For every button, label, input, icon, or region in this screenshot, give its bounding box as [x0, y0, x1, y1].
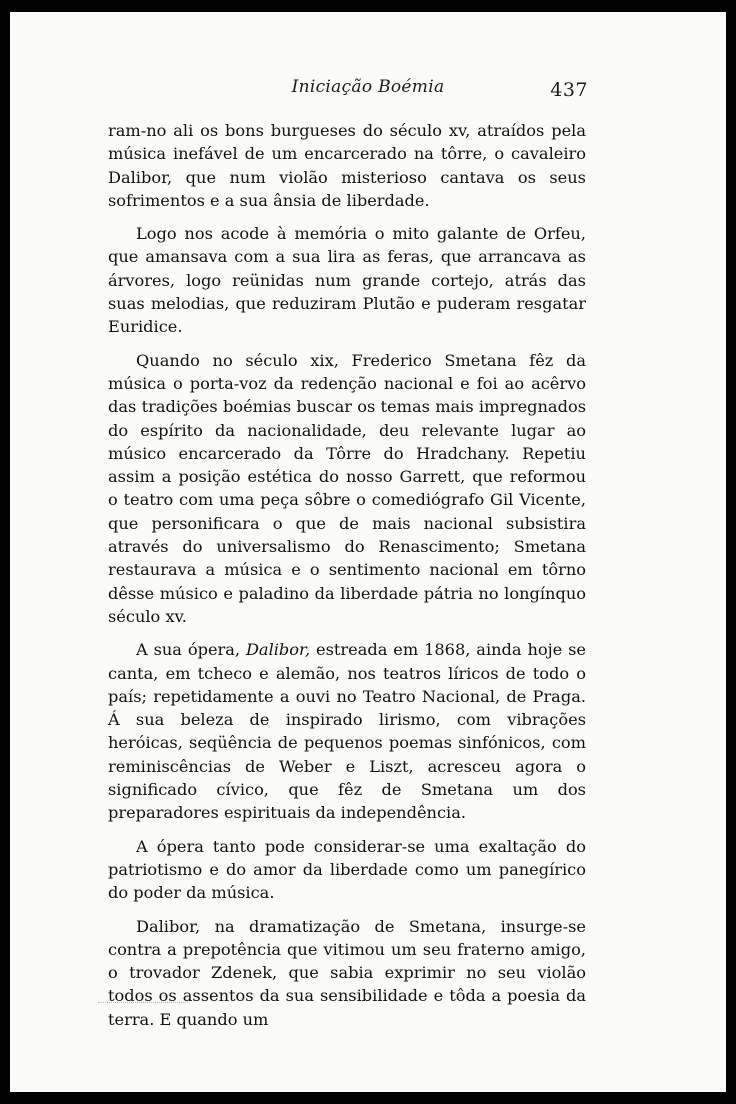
page-number: 437	[550, 79, 588, 101]
running-title: Iniciação Boémia	[291, 77, 445, 97]
opera-title: Dalibor,	[245, 640, 311, 660]
scan-artifact	[98, 1002, 188, 1005]
paragraph-6: Dalibor, na dramatização de Smetana, insurge-se contra a prepotência que vitimou um seu fraterno amigo, o trovador Zdenek, que sabia exprimir no seu violão todos os assentos da sua sensibilidade e tôda a poesia da terra. E quando um	[108, 916, 586, 1029]
book-page	[10, 12, 726, 1092]
paragraph-5: A ópera tanto pode considerar-se uma exaltação do patriotismo e do amor da liberdade como um panegírico do poder da música.	[108, 836, 586, 903]
running-head	[10, 77, 726, 105]
paragraph-4-start: A sua ópera,	[136, 640, 246, 660]
paragraph-4	[108, 638, 586, 824]
paragraph-1: ram-no ali os bons burgueses do século xv, atraídos pela música inefável de um encarcerado na tôrre, o cavaleiro Dalibor, que num violão misterioso cantava os seus sofrimentos e a sua ânsia de liberdade.	[108, 121, 586, 210]
paragraph-3: Quando no século xix, Frederico Smetana fêz da música o porta-voz da redenção nacional e foi ao acêrvo das tradições boémias buscar os temas mais impregnados do espírito da nacionalidade, deu relevante lugar ao músico encarcerado da Tôrre do Hradchany. Repetiu assim a posição estética do nosso Garrett, que reformou o teatro com uma peça sôbre o comediógrafo Gil Vicente, que personificara o que de mais nacional subsistira através do universalismo do Renascimento; Smetana restaurava a música e o sentimento nacional em tôrno dêsse músico e paladino da liberdade pátria no longínquo século xv.	[108, 350, 586, 626]
paragraph-4-rest: estreada em 1868, ainda hoje se canta, em tcheco e alemão, nos teatros líricos de todo o país; repetidamente a ouvi no Teatro Nacional, de Praga. Á sua beleza de inspirado lirismo, com vibrações heróicas, seqüência de pequenos poemas sinfónicos, com reminiscências de Weber e Liszt, acresceu agora o significado cívico, que fêz de Smetana um dos preparadores espirituais da independência.	[108, 640, 586, 823]
paragraph-2: Logo nos acode à memória o mito galante de Orfeu, que amansava com a sua lira as feras, que arrancava as árvores, logo reünidas num grande cortejo, atrás das suas melodias, que reduziram Plutão e puderam resgatar Euridice.	[108, 224, 586, 337]
body-text	[108, 119, 586, 1041]
